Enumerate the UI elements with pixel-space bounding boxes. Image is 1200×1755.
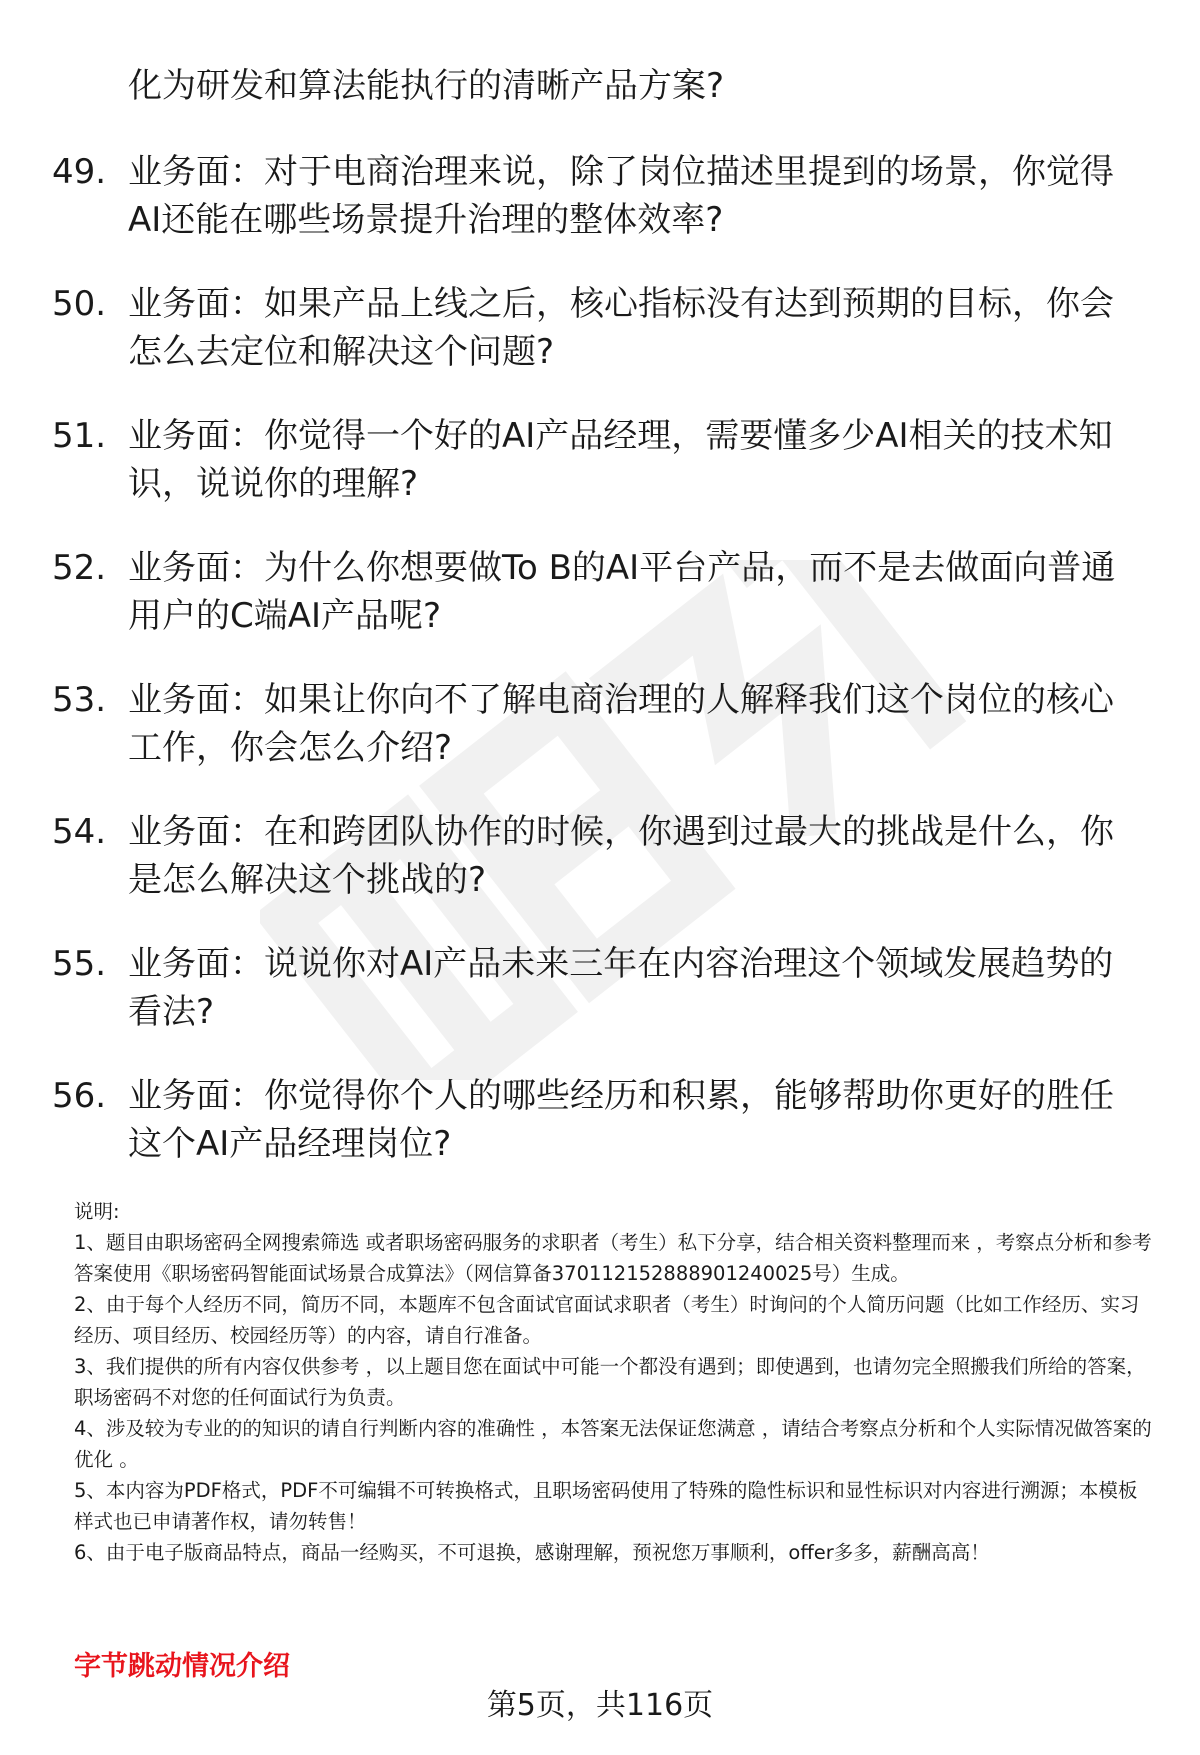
note-item: 1、题目由职场密码全网搜索筛选 或者职场密码服务的求职者（考生）私下分享，结合相关资料整理而来 ，考察点分析和参考答案使用《职场密码智能面试场景合成算法》（网信算备370112152888901240025号）生成。: [74, 1231, 1152, 1285]
question-number: 49.: [52, 152, 107, 192]
page-number: 第5页，共116页: [486, 1688, 714, 1723]
question-number: 51.: [52, 416, 107, 456]
question-list: [52, 148, 1142, 1204]
note-item: 4、涉及较为专业的的知识的请自行判断内容的准确性 ，本答案无法保证您满意 ，请结合考察点分析和个人实际情况做答案的优化 。: [74, 1417, 1152, 1471]
question-number: 53.: [52, 680, 107, 720]
question-item: [52, 148, 1142, 244]
question-item: [52, 1072, 1142, 1168]
notes-heading: 说明:: [74, 1200, 120, 1223]
question-text: 业务面：如果产品上线之后，核心指标没有达到预期的目标，你会怎么去定位和解决这个问题?: [128, 284, 1114, 372]
disclaimer-notes: [74, 1196, 1154, 1568]
continuation-text: 化为研发和算法能执行的清晰产品方案?: [128, 66, 725, 106]
question-text: 业务面：如果让你向不了解电商治理的人解释我们这个岗位的核心工作，你会怎么介绍?: [128, 680, 1114, 768]
question-number: 55.: [52, 944, 107, 984]
question-text: 业务面：说说你对AI产品未来三年在内容治理这个领域发展趋势的看法?: [128, 944, 1114, 1032]
question-number: 52.: [52, 548, 107, 588]
question-item: [52, 676, 1142, 772]
note-item: 3、我们提供的所有内容仅供参考 ，以上题目您在面试中可能一个都没有遇到；即使遇到，也请勿完全照搬我们所给的答案，职场密码不对您的任何面试行为负责。: [74, 1355, 1146, 1409]
question-text: 业务面：在和跨团队协作的时候，你遇到过最大的挑战是什么，你是怎么解决这个挑战的?: [128, 812, 1114, 900]
question-item: [52, 940, 1142, 1036]
question-item: [52, 544, 1142, 640]
question-item: [52, 808, 1142, 904]
question-number: 50.: [52, 284, 107, 324]
note-item: 2、由于每个人经历不同，简历不同，本题库不包含面试官面试求职者（考生）时询问的个人简历问题（比如工作经历、实习经历、项目经历、校园经历等）的内容，请自行准备。: [74, 1293, 1140, 1347]
question-item: [52, 412, 1142, 508]
note-item: 5、本内容为PDF格式，PDF不可编辑不可转换格式，且职场密码使用了特殊的隐性标识和显性标识对内容进行溯源；本模板样式也已申请著作权，请勿转售！: [74, 1479, 1138, 1533]
company-intro-link[interactable]: 字节跳动情况介绍: [74, 1651, 290, 1682]
note-item: 6、由于电子版商品特点，商品一经购买，不可退换，感谢理解，预祝您万事顺利，offer多多，薪酬高高！: [74, 1541, 990, 1564]
question-number: 54.: [52, 812, 107, 852]
question-text: 业务面：为什么你想要做To B的AI平台产品，而不是去做面向普通用户的C端AI产品呢?: [128, 548, 1116, 636]
question-text: 业务面：你觉得一个好的AI产品经理，需要懂多少AI相关的技术知识，说说你的理解?: [128, 416, 1113, 504]
question-item: [52, 280, 1142, 376]
question-number: 56.: [52, 1076, 107, 1116]
question-text: 业务面：对于电商治理来说，除了岗位描述里提到的场景，你觉得AI还能在哪些场景提升治理的整体效率?: [128, 152, 1114, 240]
question-text: 业务面：你觉得你个人的哪些经历和积累，能够帮助你更好的胜任这个AI产品经理岗位?: [128, 1076, 1114, 1164]
